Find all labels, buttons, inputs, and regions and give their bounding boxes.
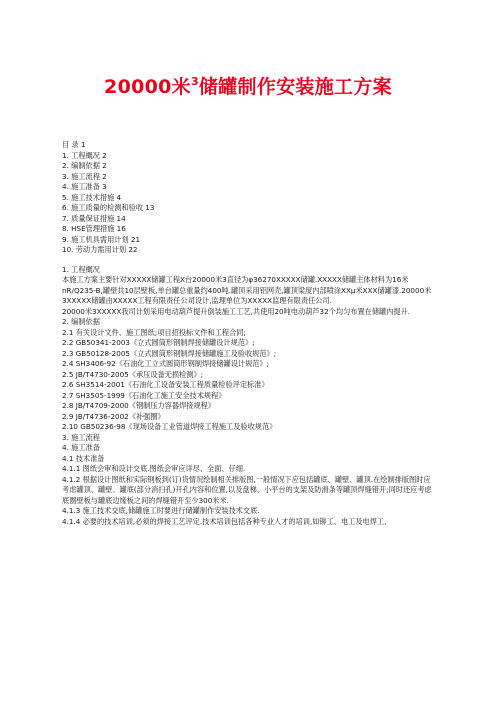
subsection-heading: 4.1 技术准备 — [62, 453, 105, 463]
title-main: 20000米 — [104, 76, 191, 98]
toc-item: 6. 施工质量的检测和验收 13 — [62, 203, 155, 212]
paragraph: 4.1.2 根据设计图纸和实际钢板到(订)货情况绘制相关排版图,一般情况下应包括罐底、罐壁、罐顶.在绘制排版图时应考虑罐顶、罐壁、罐底(部分消扫孔)开孔内容和位置,以及盘梯、小平台的支架及防滑条等罐顶焊缝错开;同时还应考虑底圈壁板与罐底边缘板之间的焊缝错开至少300米米. — [62, 474, 432, 505]
paragraph: 20000米3XXXXX我司计划采用电动葫芦提升倒装施工工艺,共使用20吨电动葫芦32个均匀布置在储罐内提升. — [62, 306, 411, 316]
section-heading: 2. 编制依据 — [62, 317, 100, 326]
paragraph: 4.1.1 图纸会审和设计交底.图纸会审应详尽、全面、仔细. — [62, 464, 246, 473]
document-title — [0, 72, 496, 99]
list-item: 2.9 JB/T4736-2002《补强圈》 — [62, 411, 165, 421]
paragraph: 4.1.3 施工技术交底,储罐施工时要进行储罐制作安装技术交底. — [62, 506, 260, 515]
toc-item: 10. 劳动力需用计划 22 — [62, 245, 138, 254]
document-body — [62, 265, 434, 528]
document-content — [62, 140, 434, 527]
list-item: 2.2 GB50341-2003《立式圆筒形钢制焊接储罐设计规范》; — [62, 338, 255, 347]
list-item: 2.5 JB/T4730-2005《承压设备无损检测》; — [62, 369, 204, 379]
list-item: 2.6 SH3514-2001《石油化工设备安装工程质量检验评定标准》 — [62, 380, 269, 389]
list-item: 2.1 有关设计文件、施工图纸;项目招投标文件和工程合同; — [62, 327, 246, 337]
list-item: 2.3 GB50128-2005《立式圆筒形钢制焊接储罐施工及验收规范》; — [62, 348, 277, 358]
section-gap — [62, 256, 434, 265]
toc-item: 1. 工程概况 2 — [62, 150, 107, 160]
list-item: 2.8 JB/T4709-2000《钢制压力容器焊接规程》 — [62, 401, 216, 410]
list-item: 2.10 GB50236-98《现场设备工业管道焊接工程施工及验收规范》 — [62, 422, 277, 431]
toc-item: 8. HSE管理措施 16 — [62, 224, 126, 233]
paragraph: 4.1.4 必要的技术培训,必须的焊接工艺评定.技术培训包括各种专业人才的培训,如铆工、电工及电焊工, — [62, 516, 387, 526]
toc-item: 3. 施工流程 2 — [62, 171, 107, 181]
section-heading: 4. 施工准备 — [62, 443, 100, 452]
list-item: 2.4 SH3406-92《石油化工立式圆筒形钢制焊接储罐设计规范》; — [62, 359, 270, 368]
section-heading: 3. 施工流程 — [62, 432, 100, 442]
toc-item: 9. 施工机具需用计划 21 — [62, 234, 141, 244]
title-rest: 储罐制作安装施工方案 — [198, 76, 392, 98]
section-heading: 1. 工程概况 — [62, 264, 100, 274]
toc-item: 4. 施工准备 3 — [62, 182, 107, 191]
table-of-contents — [62, 140, 434, 256]
toc-item: 5. 施工技术措施 4 — [62, 192, 122, 202]
paragraph: 本施工方案主要针对XXXXX储罐工程X台20000米3直径为φ36270XXXXX储罐.XXXXX储罐主体材料为16米nR/Q235-B,罐壁共10层壁板,单台罐总重量约400吨.罐顶采用铝网壳,罐顶梁度内部喷涂XXμ米XXX储罐漆.20000米3XXXXX储罐由XXXXX工程有限责任公司设计,监理单位为XXXXX监理有限责任公司. — [62, 275, 432, 305]
list-item: 2.7 SH3505-1999《石油化工施工安全技术规程》 — [62, 390, 226, 400]
toc-heading: 目 录 1 — [62, 140, 86, 149]
toc-item: 2. 编制依据 2 — [62, 161, 107, 170]
toc-item: 7. 质量保证措施 14 — [62, 213, 126, 223]
title-superscript: 3 — [190, 75, 199, 88]
